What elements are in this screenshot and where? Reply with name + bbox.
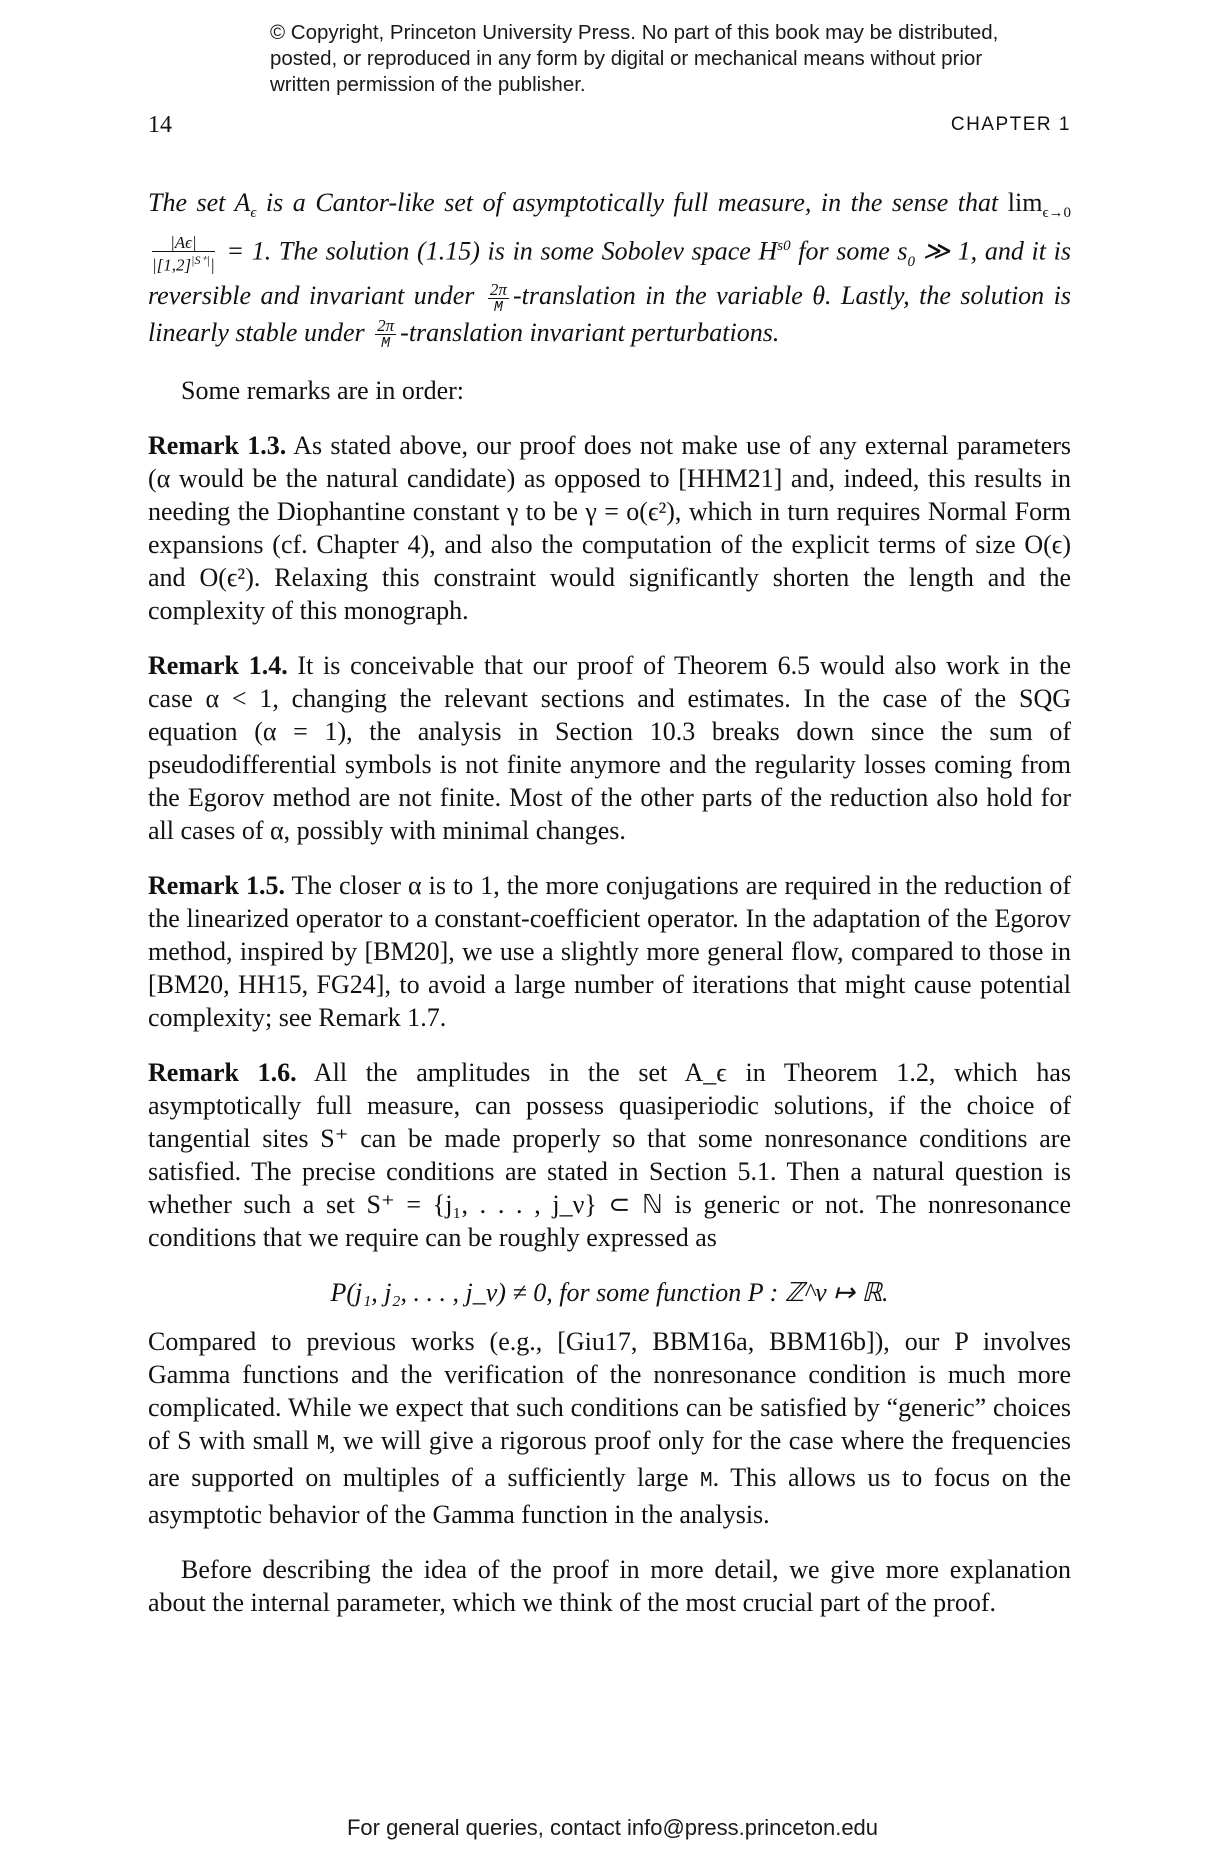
remark-text: All the amplitudes in the set A_ϵ in Theorem 1.2, which has asymptotically full measure, can possess quasiperiodic solutions, if the choice of tangential sites S⁺ can be made properly so that some nonresonance conditions are satisfied. The precise conditions are stated in Section 5.1. Then a natural question is whether such a set S⁺ = {j₁, . . . , j_ν} ⊂ ℕ is generic or not. The nonresonance conditions that we require can be roughly expressed as — [148, 1058, 1071, 1253]
closing-paragraph: Before describing the idea of the proof in more detail, we give more explanation about the internal parameter, which we think of the most crucial part of the proof. — [148, 1555, 1071, 1618]
two-pi-over-m-fraction-2: $\frac{2\pi}{M}$ — [377, 316, 395, 353]
chapter-label: CHAPTER 1 — [950, 114, 1071, 135]
remark-1-4 — [148, 649, 1071, 847]
two-pi-over-m-fraction: $\frac{2\pi}{M}$ — [489, 279, 507, 316]
footer-contact: For general queries, contact info@press.princeton.edu — [346, 1815, 879, 1840]
remark-label: Remark 1.5. — [148, 871, 285, 901]
remark-1-3 — [148, 429, 1071, 627]
remark-text: The closer α is to 1, the more conjugations are required in the reduction of the linearized operator to a constant-coefficient operator. In the adaptation of the Egorov method, inspired by [BM20], we use a slightly more general flow, compared to those in [BM20, HH15, FG24], to avoid a large number of iterations that might cause potential complexity; see Remark 1.7. — [148, 871, 1071, 1033]
page-number: 14 — [148, 112, 172, 138]
remark-label: Remark 1.4. — [148, 651, 288, 681]
display-equation: P(j₁, j₂, . . . , j_ν) ≠ 0, for some function P : ℤ^ν ↦ ℝ. — [330, 1278, 889, 1308]
remark-1-6 — [148, 1056, 1071, 1254]
comparison-paragraph: Compared to previous works (e.g., [Giu17, BBM16a, BBM16b]), our P involves Gamma functions and the verification of the nonresonance condition is much more complicated. While we expect that such conditions can be satisfied by “generic” choices of S with small M, we will give a rigorous proof only for the case where the frequencies are supported on multiples of a sufficiently large M. This allows us to focus on the asymptotic behavior of the Gamma function in the analysis. — [148, 1327, 1071, 1530]
remark-label: Remark 1.6. — [148, 1058, 297, 1088]
remark-text: It is conceivable that our proof of Theorem 6.5 would also work in the case α < 1, changing the relevant sections and estimates. In the case of the SQG equation (α = 1), the analysis in Section 10.3 breaks down since the sum of pseudodifferential symbols is not finite anymore and the regularity losses coming from the Egorov method are not finite. Most of the other parts of the reduction also hold for all cases of α, possibly with minimal changes. — [148, 651, 1071, 846]
remark-1-5 — [148, 869, 1071, 1034]
copyright-notice: © Copyright, Princeton University Press. No part of this book may be distributed, posted, or reproduced in any form by digital or mechanical means without prior written permission of the publisher. — [270, 21, 999, 96]
page-body — [148, 186, 1071, 1641]
remark-label: Remark 1.3. — [148, 431, 287, 461]
measure-fraction: $\frac{|A\epsilon|}{|[1,2]^{|S^+|}|}$ — [152, 233, 215, 275]
intro-line: Some remarks are in order: — [181, 376, 465, 406]
theorem-conclusion: The set $A_\epsilon$ is a Cantor-like set of asymptotically full measure, in the sense that $\lim_{\epsilon\to 0}$ $\frac{|A\epsilon|}{|[1,2]^{|S^+|}|}$ = 1. The solution (1.15) is in some Sobolev space $H^{s0}$ for some $s_0$ ≫ 1, and it is reversible and invariant under $\frac{2\pi}{M}$ -translation in the variable θ. Lastly, the solution is linearly stable under $\frac{2\pi}{M}$ -translation invariant perturbations. — [148, 188, 1072, 353]
remark-text: As stated above, our proof does not make use of any external parameters (α would be the natural candidate) as opposed to [HHM21] and, indeed, this results in needing the Diophantine constant γ to be γ = o(ϵ²), which in turn requires Normal Form expansions (cf. Chapter 4), and also the computation of the explicit terms of size O(ϵ) and O(ϵ²). Relaxing this constraint would significantly shorten the length and the complexity of this monograph. — [148, 431, 1071, 626]
